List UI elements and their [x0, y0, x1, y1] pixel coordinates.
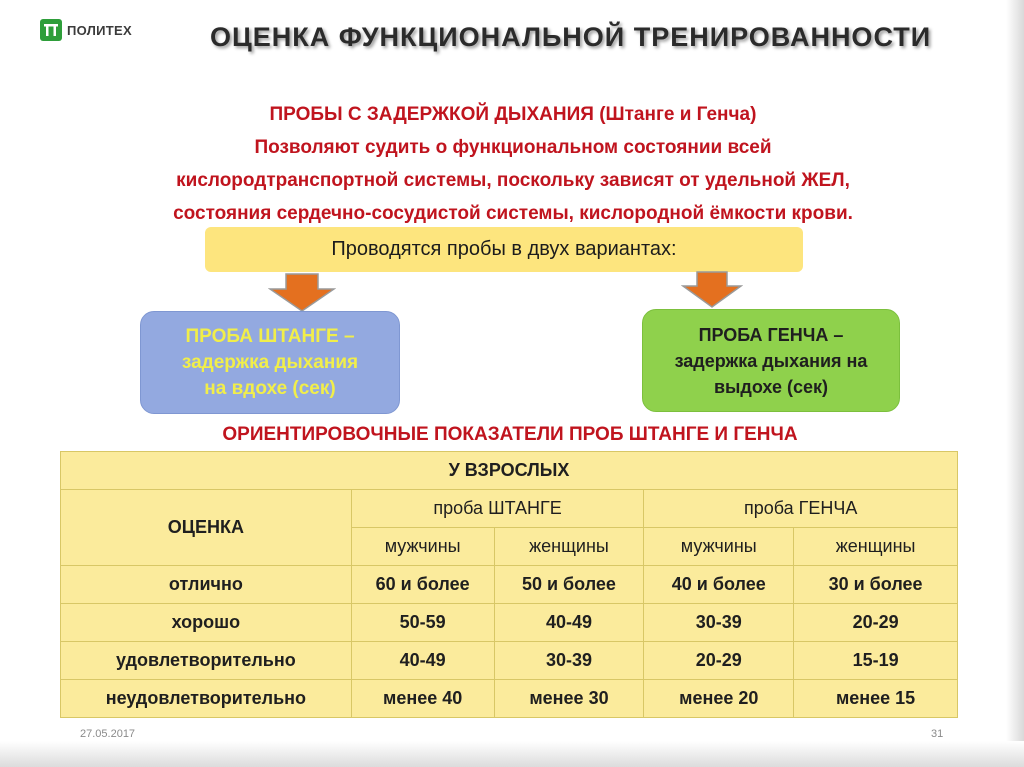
- sex-header-cell: женщины: [794, 528, 958, 566]
- gencha-title: ПРОБА ГЕНЧА –: [698, 324, 844, 345]
- grade-header-cell: ОЦЕНКА: [61, 490, 352, 566]
- arrow-down-icon: [268, 273, 336, 313]
- grade-cell: неудовлетворительно: [61, 680, 352, 718]
- page-edge-shadow-bottom: [0, 741, 1024, 767]
- sex-header-cell: мужчины: [351, 528, 494, 566]
- table-header-row: [61, 490, 958, 528]
- value-cell: менее 40: [351, 680, 494, 718]
- page-number: 31: [931, 728, 944, 740]
- value-cell: 20-29: [644, 642, 794, 680]
- table-row: [61, 604, 958, 642]
- gencha-test-card: [642, 309, 900, 412]
- value-cell: 30-39: [494, 642, 644, 680]
- value-cell: 30-39: [644, 604, 794, 642]
- sex-header-cell: мужчины: [644, 528, 794, 566]
- stange-description: задержка дыхания: [181, 351, 359, 373]
- variants-label: Проводятся пробы в двух вариантах:: [331, 238, 677, 260]
- value-cell: менее 20: [644, 680, 794, 718]
- variants-banner: [205, 227, 803, 272]
- pi-icon: [40, 19, 62, 41]
- stange-title: ПРОБА ШТАНГЕ –: [185, 325, 355, 347]
- value-cell: 30 и более: [794, 566, 958, 604]
- value-cell: 40 и более: [644, 566, 794, 604]
- intro-line: кислородтранспортной системы, поскольку зависят от удельной ЖЕЛ,: [176, 170, 850, 191]
- stange-header-cell: проба ШТАНГЕ: [351, 490, 644, 528]
- value-cell: 40-49: [494, 604, 644, 642]
- table-header-row: [61, 452, 958, 490]
- grade-cell: хорошо: [61, 604, 352, 642]
- logo-text: ПОЛИТЕХ: [67, 22, 132, 38]
- value-cell: 60 и более: [351, 566, 494, 604]
- norms-table: [60, 451, 958, 718]
- table-row: [61, 680, 958, 718]
- table-title: ОРИЕНТИРОВОЧНЫЕ ПОКАЗАТЕЛИ ПРОБ ШТАНГЕ И ГЕНЧА: [222, 424, 798, 445]
- gencha-header-cell: проба ГЕНЧА: [644, 490, 958, 528]
- footer-date: 27.05.2017: [80, 728, 136, 740]
- gencha-description: задержка дыхания на: [674, 350, 868, 371]
- grade-cell: отлично: [61, 566, 352, 604]
- page-title: ОЦЕНКА ФУНКЦИОНАЛЬНОЙ ТРЕНИРОВАННОСТИ: [210, 22, 932, 52]
- group-label-cell: У ВЗРОСЛЫХ: [61, 452, 958, 490]
- stange-description: на вдохе (сек): [204, 377, 336, 399]
- value-cell: менее 15: [794, 680, 958, 718]
- value-cell: 50 и более: [494, 566, 644, 604]
- value-cell: 40-49: [351, 642, 494, 680]
- value-cell: 20-29: [794, 604, 958, 642]
- grade-cell: удовлетворительно: [61, 642, 352, 680]
- table-row: [61, 642, 958, 680]
- page-edge-shadow-right: [1006, 0, 1024, 767]
- intro-line: Позволяют судить о функциональном состоянии всей: [254, 137, 772, 158]
- intro-heading: ПРОБЫ С ЗАДЕРЖКОЙ ДЫХАНИЯ (Штанге и Генча): [269, 104, 757, 125]
- arrow-down-icon: [681, 271, 743, 309]
- stange-test-card: [140, 311, 400, 414]
- logo: [40, 19, 132, 41]
- gencha-description: выдохе (сек): [713, 376, 828, 397]
- value-cell: менее 30: [494, 680, 644, 718]
- value-cell: 15-19: [794, 642, 958, 680]
- table-row: [61, 566, 958, 604]
- intro-line: состояния сердечно-сосудистой системы, кислородной ёмкости крови.: [173, 203, 853, 224]
- value-cell: 50-59: [351, 604, 494, 642]
- sex-header-cell: женщины: [494, 528, 644, 566]
- intro-text: [80, 98, 946, 230]
